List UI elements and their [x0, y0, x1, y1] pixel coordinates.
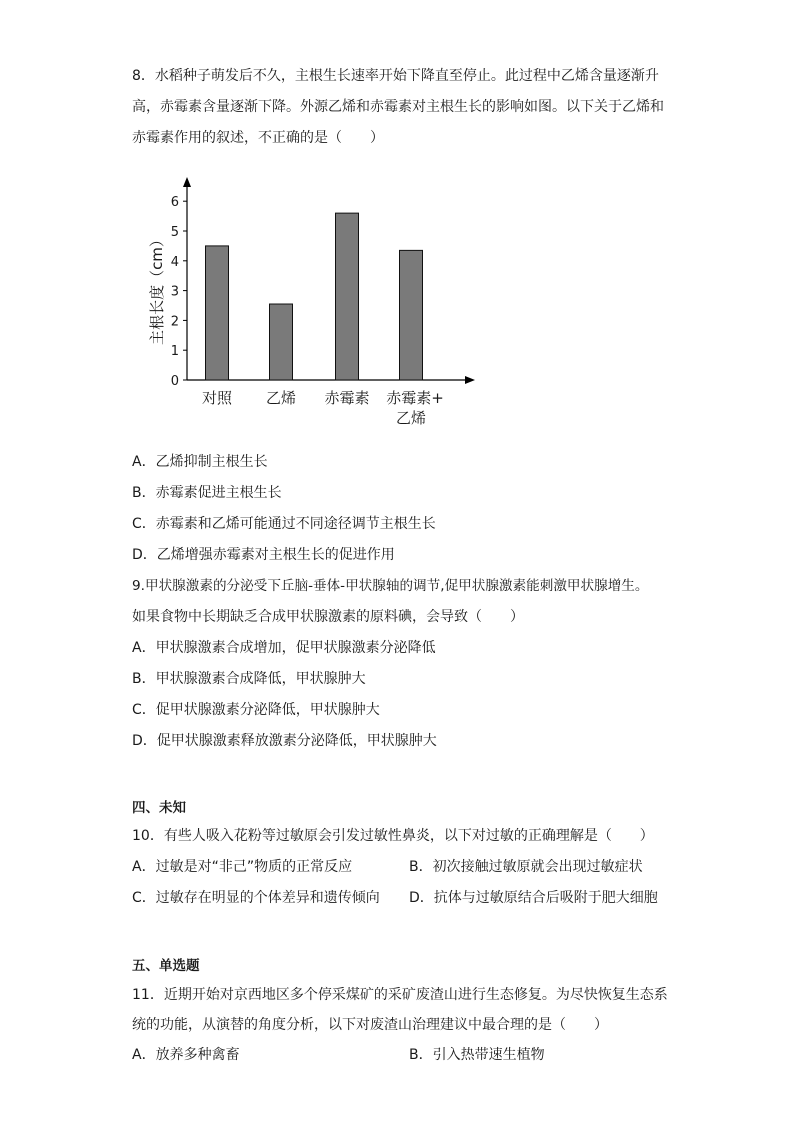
- x-category-label: 乙烯: [395, 409, 427, 427]
- q8-option-c[interactable]: C．赤霉素和乙烯可能通过不同途径调节主根生长: [132, 516, 436, 532]
- q10-option-a[interactable]: A．过敏是对“非己”物质的正常反应: [132, 859, 353, 875]
- q11-option-b[interactable]: B．引入热带速生植物: [409, 1047, 545, 1063]
- q10-option-b[interactable]: B．初次接触过敏原就会出现过敏症状: [409, 859, 643, 875]
- y-tick-label: 5: [170, 225, 179, 240]
- q8-stem-line-3: 赤霉素作用的叙述，不正确的是（ ）: [132, 130, 384, 146]
- q9-option-a[interactable]: A．甲状腺激素合成增加，促甲状腺激素分泌降低: [132, 640, 436, 656]
- y-tick-label: 6: [170, 195, 179, 211]
- x-category-label: 赤霉素+: [386, 389, 444, 407]
- bar-chart: [140, 165, 485, 440]
- q9-stem-line-1: 9.甲状腺激素的分泌受下丘脑-垂体-甲状腺轴的调节,促甲状腺激素能刺激甲状腺增生。: [132, 578, 649, 594]
- y-tick-label: 4: [170, 254, 179, 270]
- y-tick-label: 1: [170, 344, 179, 360]
- q9-option-b[interactable]: B．甲状腺激素合成降低，甲状腺肿大: [132, 671, 366, 687]
- q10-option-c[interactable]: C．过敏存在明显的个体差异和遗传倾向: [132, 890, 380, 906]
- bar: [206, 246, 229, 380]
- y-tick-label: 3: [170, 284, 179, 300]
- x-category-label: 赤霉素: [324, 389, 370, 407]
- y-tick-label: 0: [170, 374, 179, 389]
- bar: [400, 250, 423, 380]
- q8-option-b[interactable]: B．赤霉素促进主根生长: [132, 485, 282, 501]
- section-4-title: 四、未知: [132, 800, 186, 816]
- q8-stem-line-2: 高，赤霉素含量逐渐下降。外源乙烯和赤霉素对主根生长的影响如图。以下关于乙烯和: [132, 99, 664, 115]
- q9-stem-line-2: 如果食物中长期缺乏合成甲状腺激素的原料碘，会导致（ ）: [132, 609, 524, 625]
- q11-option-a[interactable]: A．放养多种禽畜: [132, 1047, 240, 1063]
- bar: [336, 213, 359, 380]
- y-tick-label: 2: [170, 314, 179, 330]
- q10-stem: 10．有些人吸入花粉等过敏原会引发过敏性鼻炎，以下对过敏的正确理解是（ ）: [132, 828, 654, 844]
- q11-stem-line-1: 11．近期开始对京西地区多个停采煤矿的采矿废渣山进行生态修复。为尽快恢复生态系: [132, 987, 668, 1003]
- y-axis-arrow: [183, 177, 191, 187]
- y-axis-label: 主根长度（cm）: [148, 232, 166, 345]
- section-5-title: 五、单选题: [132, 958, 200, 974]
- bar: [270, 304, 293, 380]
- q8-option-a[interactable]: A．乙烯抑制主根生长: [132, 454, 268, 470]
- q9-option-c[interactable]: C．促甲状腺激素分泌降低，甲状腺肿大: [132, 702, 380, 718]
- q9-option-d[interactable]: D．促甲状腺激素释放激素分泌降低，甲状腺肿大: [132, 733, 437, 749]
- x-category-label: 乙烯: [265, 389, 297, 407]
- q11-stem-line-2: 统的功能，从演替的角度分析，以下对废渣山治理建议中最合理的是（ ）: [132, 1017, 608, 1033]
- x-axis-arrow: [465, 376, 475, 384]
- q10-option-d[interactable]: D．抗体与过敏原结合后吸附于肥大细胞: [409, 890, 658, 906]
- x-category-label: 对照: [201, 389, 233, 407]
- q8-stem-line-1: 8．水稻种子萌发后不久，主根生长速率开始下降直至停止。此过程中乙烯含量逐渐升: [132, 68, 659, 84]
- q8-option-d[interactable]: D．乙烯增强赤霉素对主根生长的促进作用: [132, 547, 395, 563]
